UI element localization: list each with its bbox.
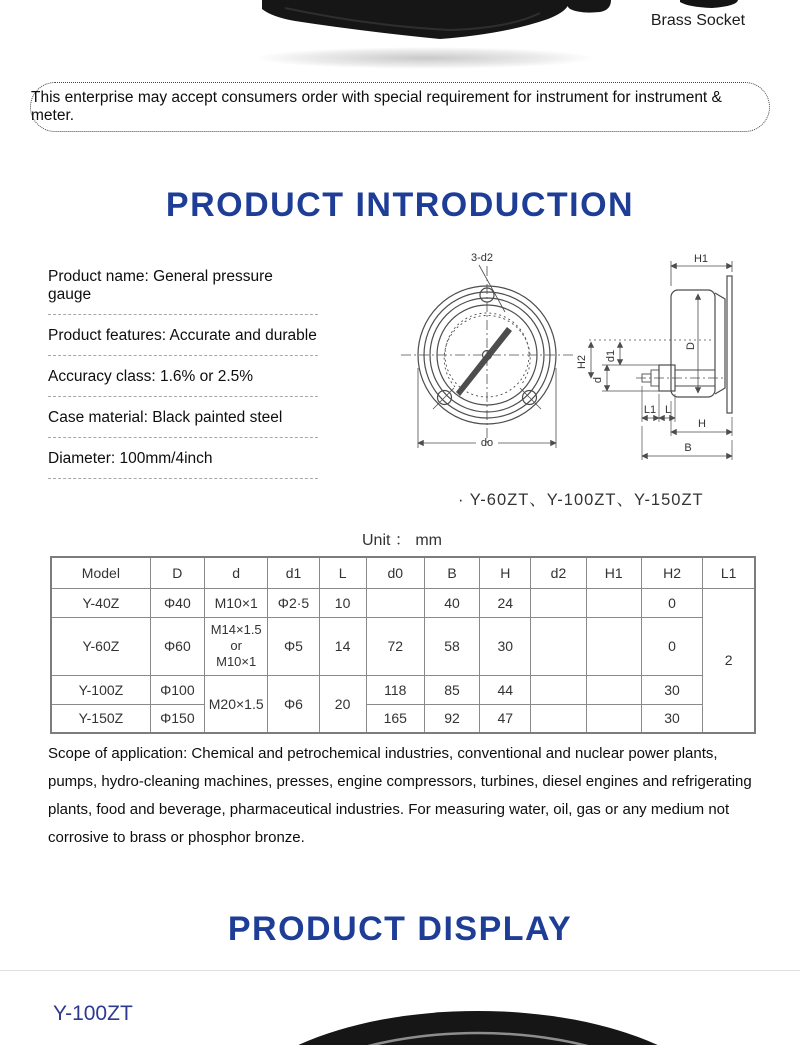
- table-cell: Y-100Z: [51, 675, 150, 704]
- brass-socket-label: Brass Socket: [650, 12, 746, 29]
- technical-drawing: [393, 246, 793, 478]
- dim-label-l1: L1: [643, 404, 657, 416]
- col-header-H2: H2: [641, 557, 702, 588]
- socket-photo-fragment: [680, 0, 738, 8]
- table-cell: 30: [480, 617, 531, 675]
- gauge-photo-top-fragment: [0, 1000, 800, 1045]
- notice-text: This enterprise may accept consumers order with special requirement for instrument for instrument & meter.: [31, 89, 722, 124]
- dim-label-l: L: [664, 404, 672, 416]
- dim-label-d1: d1: [605, 349, 617, 363]
- table-cell: 40: [424, 588, 479, 617]
- col-header-d: d: [204, 557, 267, 588]
- section-divider: [0, 970, 800, 971]
- table-cell: 14: [319, 617, 366, 675]
- table-cell: [531, 617, 586, 675]
- table-cell: 72: [366, 617, 424, 675]
- section-title-product-introduction: PRODUCT INTRODUCTION: [165, 186, 635, 224]
- col-header-d0: d0: [366, 557, 424, 588]
- table-cell: 85: [424, 675, 479, 704]
- col-header-H1: H1: [586, 557, 641, 588]
- table-cell: Φ5: [268, 617, 319, 675]
- dim-label-3d2: 3-d2: [471, 252, 494, 264]
- table-cell: Y-40Z: [51, 588, 150, 617]
- table-cell: Φ60: [150, 617, 204, 675]
- table-cell: 118: [366, 675, 424, 704]
- table-cell: [366, 588, 424, 617]
- table-cell-l1-merged: 2: [703, 588, 755, 733]
- unit-label: Unit ： mm: [362, 532, 443, 549]
- table-cell: M10×1: [204, 588, 267, 617]
- table-cell: [531, 704, 586, 733]
- spec-item-product-name: Product name: General pressure gauge: [48, 268, 318, 315]
- col-header-D: D: [150, 557, 204, 588]
- table-cell: Y-60Z: [51, 617, 150, 675]
- table-header-row: [51, 557, 755, 588]
- table-cell: 165: [366, 704, 424, 733]
- table-cell-merged: M20×1.5: [204, 675, 267, 733]
- table-cell: [586, 588, 641, 617]
- table-cell: 30: [641, 675, 702, 704]
- col-header-H: H: [480, 557, 531, 588]
- table-cell: [586, 675, 641, 704]
- section-title-product-display: PRODUCT DISPLAY: [227, 910, 573, 948]
- table-cell: 0: [641, 617, 702, 675]
- spec-list: [48, 268, 318, 491]
- table-cell-thread-options: [204, 617, 267, 675]
- dim-label-d: d: [592, 376, 604, 384]
- dim-label-h: H: [698, 418, 706, 430]
- table-cell: 47: [480, 704, 531, 733]
- scope-of-application: Scope of application: Chemical and petrochemical industries, conventional and nuclear power plants, pumps, hydro-cleaning machines, presses, engine compressors, turbines, diesel engines and refrigerating plants, food and beverage, pharmaceutical industries. For measuring water, oil, gas or any medium not corrosive to brass or phosphor bronze.: [48, 745, 752, 846]
- photo-reflection: [255, 47, 595, 69]
- table-row-y150z: [51, 704, 755, 733]
- gauge-lug: [565, 0, 611, 13]
- table-cell-merged: Φ6: [268, 675, 319, 733]
- col-header-model: Model: [51, 557, 150, 588]
- dim-label-d-cap: D: [685, 342, 697, 350]
- table-cell: 24: [480, 588, 531, 617]
- col-header-L: L: [319, 557, 366, 588]
- table-cell: [586, 617, 641, 675]
- spec-item-accuracy-class: Accuracy class: 1.6% or 2.5%: [48, 368, 318, 397]
- table-cell: 10: [319, 588, 366, 617]
- table-row-y60z: [51, 617, 755, 675]
- table-cell: 92: [424, 704, 479, 733]
- table-cell: Φ40: [150, 588, 204, 617]
- table-row-y40z: [51, 588, 755, 617]
- gauge-case-top: [226, 1011, 730, 1045]
- table-cell: [586, 704, 641, 733]
- front-view: [401, 265, 575, 448]
- dim-label-h2: H2: [576, 354, 588, 370]
- dimensions-table: [50, 556, 756, 734]
- col-header-L1: L1: [703, 557, 755, 588]
- needle: [456, 327, 512, 396]
- table-cell: Φ150: [150, 704, 204, 733]
- drawing-models-caption: · Y-60ZT、Y-100ZT、Y-150ZT: [458, 491, 704, 509]
- table-cell: [531, 588, 586, 617]
- spec-item-diameter: Diameter: 100mm/4inch: [48, 450, 318, 479]
- dim-label-h1: H1: [693, 253, 709, 265]
- dim-label-d0: do: [480, 437, 494, 449]
- table-cell: 58: [424, 617, 479, 675]
- col-header-d2: d2: [531, 557, 586, 588]
- table-cell: 30: [641, 704, 702, 733]
- thread-option-or: or: [230, 638, 242, 653]
- spec-item-product-features: Product features: Accurate and durable: [48, 327, 318, 356]
- spec-item-case-material: Case material: Black painted steel: [48, 409, 318, 438]
- display-model-label: Y-100ZT: [53, 1002, 133, 1025]
- table-cell: Φ2·5: [268, 588, 319, 617]
- table-cell: 44: [480, 675, 531, 704]
- notice-box: [30, 82, 770, 132]
- table-cell: Φ100: [150, 675, 204, 704]
- thread-option: M14×1.5: [210, 622, 262, 637]
- table-cell-merged: 20: [319, 675, 366, 733]
- table-cell: 0: [641, 588, 702, 617]
- table-cell: [531, 675, 586, 704]
- col-header-d1: d1: [268, 557, 319, 588]
- col-header-B: B: [424, 557, 479, 588]
- dim-label-b: B: [684, 442, 692, 454]
- thread-option: M10×1: [216, 654, 257, 669]
- table-row-y100z: [51, 675, 755, 704]
- table-cell: Y-150Z: [51, 704, 150, 733]
